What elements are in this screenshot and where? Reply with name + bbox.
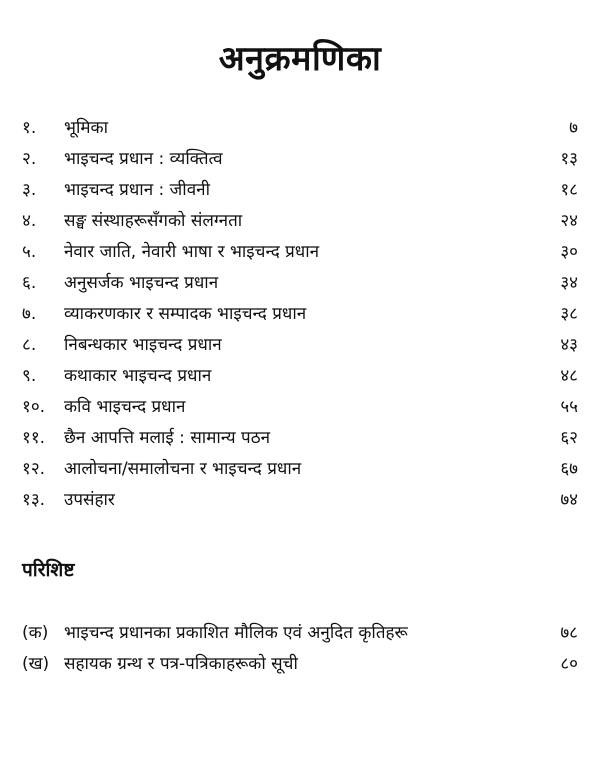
toc-number: ७.: [22, 304, 37, 324]
toc-number: १०.: [22, 397, 46, 417]
toc-number: ६.: [22, 273, 37, 293]
appendix-row: [22, 649, 578, 680]
appendix-page: ७८: [560, 623, 578, 643]
toc-page: १३: [560, 149, 578, 169]
toc-label: छैन आपत्ति मलाई : सामान्य पठन: [64, 428, 271, 448]
toc-page: ५५: [560, 397, 578, 417]
toc-label: सङ्घ संस्थाहरूसँगको संलग्नता: [64, 211, 243, 231]
toc-number: ९.: [22, 366, 37, 386]
toc-row: [22, 206, 578, 237]
toc-row: [22, 299, 578, 330]
toc-label: व्याकरणकार र सम्पादक भाइचन्द प्रधान: [64, 304, 307, 324]
toc-number: २.: [22, 149, 37, 169]
toc-label: नेवार जाति, नेवारी भाषा र भाइचन्द प्रधान: [64, 242, 320, 262]
toc-page: २४: [560, 211, 578, 231]
toc-number: ५.: [22, 242, 37, 262]
toc-label: भाइचन्द प्रधान : जीवनी: [64, 180, 210, 200]
toc-number: १२.: [22, 459, 46, 479]
toc-number: १३.: [22, 490, 46, 510]
toc-page: ३४: [560, 273, 578, 293]
page-title: अनुक्रमणिका: [218, 39, 382, 79]
appendix-label: भाइचन्द प्रधानका प्रकाशित मौलिक एवं अनुदित कृतिहरू: [64, 623, 408, 643]
toc-label: अनुसर्जक भाइचन्द प्रधान: [64, 273, 219, 293]
appendix-row: [22, 618, 578, 649]
toc-row: [22, 330, 578, 361]
toc-number: ३.: [22, 180, 37, 200]
appendix-key: (क): [22, 623, 49, 643]
toc-label: आलोचना/समालोचना र भाइचन्द प्रधान: [64, 459, 302, 479]
table-of-contents: [22, 113, 578, 516]
appendix-label: सहायक ग्रन्थ र पत्र-पत्रिकाहरूको सूची: [64, 654, 298, 674]
toc-row: [22, 175, 578, 206]
appendix-key: (ख): [22, 654, 50, 674]
appendix-page: ८०: [560, 654, 578, 674]
toc-number: ११.: [22, 428, 46, 448]
toc-page: ६२: [560, 428, 578, 448]
toc-number: ४.: [22, 211, 37, 231]
toc-row: [22, 361, 578, 392]
toc-row: [22, 423, 578, 454]
toc-page: ४३: [560, 335, 578, 355]
toc-page: १८: [560, 180, 578, 200]
toc-number: १.: [22, 118, 37, 138]
toc-page: ३८: [560, 304, 578, 324]
toc-page: ३०: [560, 242, 578, 262]
toc-row: [22, 237, 578, 268]
toc-row: [22, 113, 578, 144]
toc-row: [22, 392, 578, 423]
toc-row: [22, 268, 578, 299]
appendix-list: [22, 618, 578, 680]
appendix-heading: परिशिष्ट: [22, 559, 75, 581]
toc-label: निबन्धकार भाइचन्द प्रधान: [64, 335, 222, 355]
toc-label: भाइचन्द प्रधान : व्यक्तित्व: [64, 149, 223, 169]
toc-page: ७४: [560, 490, 578, 510]
toc-label: उपसंहार: [64, 490, 115, 510]
toc-label: कवि भाइचन्द प्रधान: [64, 397, 186, 417]
toc-page: ७: [569, 118, 578, 138]
toc-page: ६७: [560, 459, 578, 479]
toc-page: ४८: [560, 366, 578, 386]
toc-label: कथाकार भाइचन्द प्रधान: [64, 366, 212, 386]
toc-row: [22, 485, 578, 516]
toc-row: [22, 144, 578, 175]
toc-label: भूमिका: [64, 118, 108, 138]
toc-number: ८.: [22, 335, 37, 355]
toc-row: [22, 454, 578, 485]
